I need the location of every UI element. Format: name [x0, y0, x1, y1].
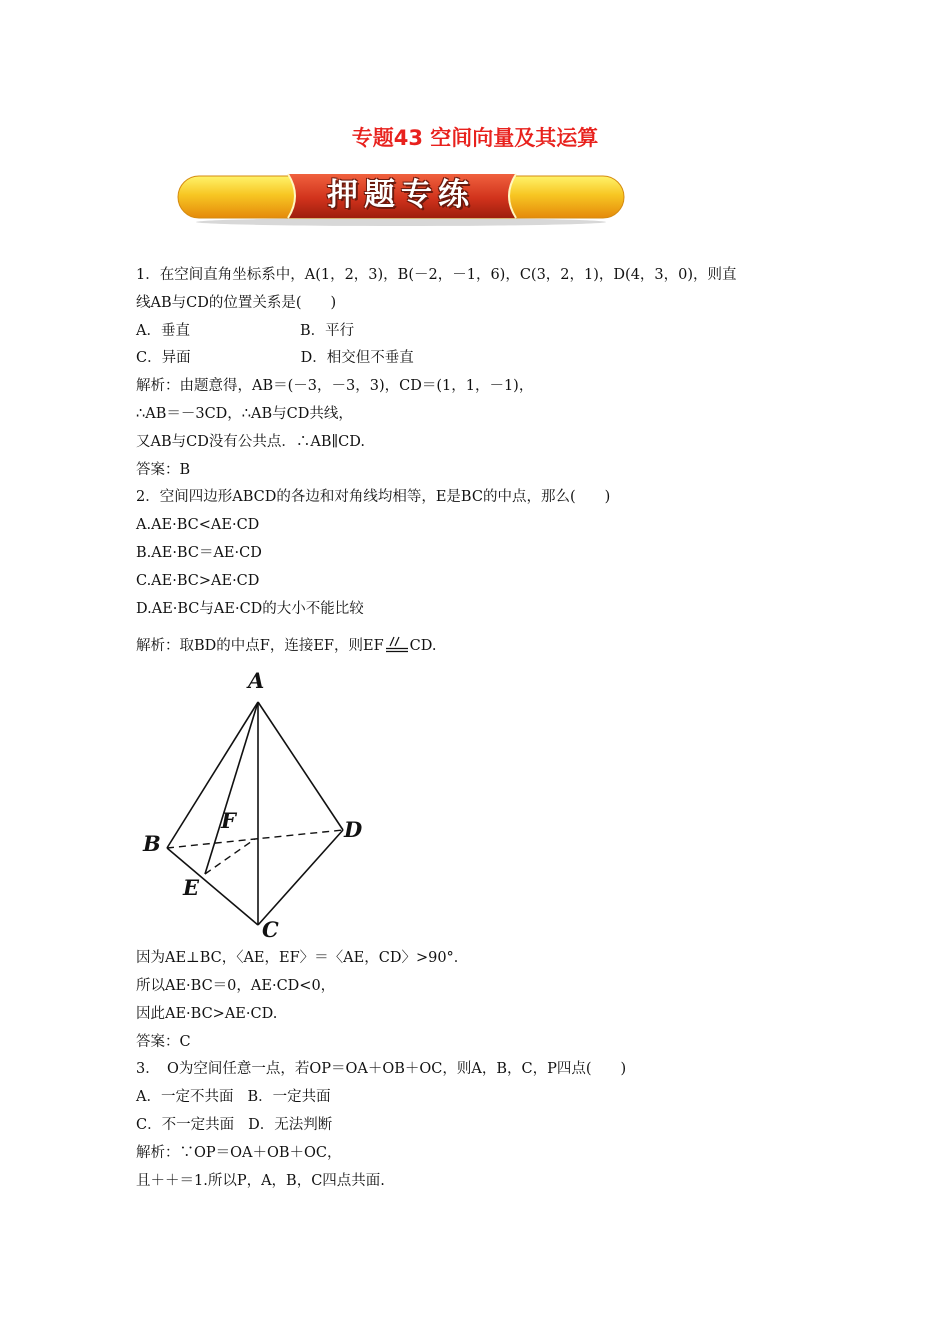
segment-ef-hidden	[205, 839, 255, 874]
q3-options-row-1	[136, 1084, 826, 1112]
q2-answer: 答案：C	[136, 1033, 191, 1050]
q1-option-d: D．相交但不垂直	[300, 350, 414, 367]
q2-solution-4: 因此AE·BC>AE·CD.	[136, 1005, 278, 1022]
q1-option-a: A．垂直	[136, 322, 190, 339]
point-label-f: F	[221, 808, 236, 834]
q3-option-a: A．一定不共面	[136, 1089, 234, 1106]
point-label-e: E	[183, 875, 200, 901]
q1-options-row-1	[136, 318, 826, 346]
banner-text: 押题专练	[327, 177, 475, 213]
segment-ae	[205, 702, 258, 874]
q2-option-a: A.AE·BC<AE·CD	[136, 517, 260, 534]
q1-solution-2: ∴AB＝－3CD，∴AB与CD共线，	[136, 405, 353, 422]
vertex-label-c: C	[262, 917, 279, 943]
q2-solution-3: 所以AE·BC＝0，AE·CD<0，	[136, 977, 336, 994]
section-banner	[176, 172, 626, 226]
tetrahedron-diagram	[138, 665, 378, 945]
q1-options-row-2	[136, 345, 826, 373]
vertex-label-d: D	[344, 817, 363, 843]
q2-solution-1	[136, 633, 826, 661]
document-body	[136, 262, 826, 1195]
edge-cd	[258, 830, 343, 925]
q2-option-d: D.AE·BC与AE·CD的大小不能比较	[136, 600, 364, 617]
q2-stem: 2．空间四边形ABCD的各边和对角线均相等，E是BC的中点，那么( )	[136, 489, 611, 506]
q2-solution-2: 因为AE⊥BC，〈AE，EF〉＝〈AE，CD〉>90°．	[136, 950, 469, 967]
edge-ad	[258, 702, 343, 830]
vertex-label-a: A	[248, 668, 265, 694]
vertex-label-b: B	[143, 831, 161, 857]
q1-solution-1: 解析：由题意得，AB＝(－3，－3，3)，CD＝(1，1，－1)，	[136, 378, 534, 395]
page-title: 专题43 空间向量及其运算	[351, 126, 599, 150]
tetrahedron-figure	[138, 665, 378, 945]
q1-option-b: B．平行	[299, 322, 355, 339]
q2-option-b: B.AE·BC＝AE·CD	[136, 544, 262, 561]
q3-solution-1: 解析：∵OP＝OA＋OB＋OC，	[136, 1144, 342, 1161]
q1-option-c: C．异面	[136, 350, 191, 367]
q2-solution-1-suffix: CD.	[409, 638, 437, 655]
parallel-equal-icon	[385, 636, 409, 654]
q3-option-b: B．一定共面	[247, 1089, 331, 1106]
edge-ab	[167, 702, 258, 848]
q3-options-row-2	[136, 1112, 826, 1140]
q3-solution-2: 且＋＋＝1.所以P，A，B，C四点共面.	[136, 1172, 385, 1189]
q1-answer: 答案：B	[136, 461, 191, 478]
q3-stem: 3． O为空间任意一点，若OP＝OA＋OB＋OC，则A，B，C，P四点( )	[136, 1061, 627, 1078]
q3-option-d: D．无法判断	[248, 1116, 333, 1133]
q1-solution-3: 又AB与CD没有公共点．∴AB∥CD.	[136, 433, 365, 450]
q2-option-c: C.AE·BC>AE·CD	[136, 572, 260, 589]
q1-stem-line-2: 线AB与CD的位置关系是( )	[136, 294, 337, 311]
q3-option-c: C．不一定共面	[136, 1116, 235, 1133]
q2-solution-1-prefix: 解析：取BD的中点F，连接EF，则EF	[136, 638, 384, 655]
edge-bc	[167, 848, 258, 925]
q1-stem-line-1: 1．在空间直角坐标系中，A(1，2，3)，B(－2，－1，6)，C(3，2，1)，D(4，3，0)，则直	[136, 267, 737, 283]
